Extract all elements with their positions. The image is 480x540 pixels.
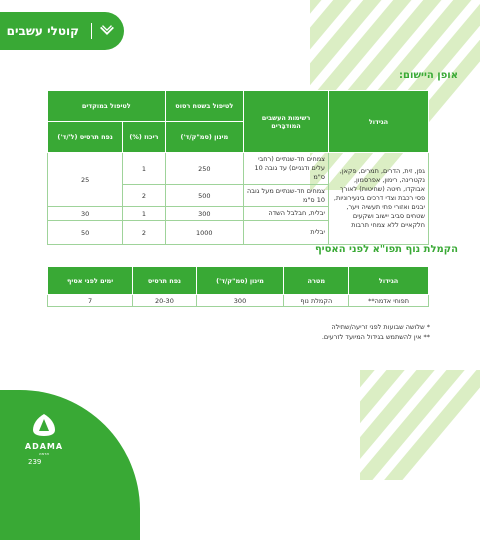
logo-name: ADAMA	[24, 442, 64, 451]
application-table	[47, 90, 429, 245]
footnote: ** אין להשתמש בגידול המיועד לזרעים.	[321, 333, 430, 341]
table2-header: נפח תרסיס	[133, 267, 196, 295]
header-bar	[0, 12, 124, 50]
table-cell: 20-30	[133, 295, 196, 307]
table-cell: צמחים חד-שנתיים מעל גובה 10 ס"מ	[244, 185, 329, 207]
header-separator	[91, 23, 92, 39]
table-cell: 7	[48, 295, 133, 307]
section-title-desiccation: הקמלת נוף תפו"א לפני האסיף	[314, 244, 458, 255]
col-dose: מינון (סמ"ק/ד')	[165, 122, 243, 153]
table-cell: 500	[165, 185, 243, 207]
table2-header: מטרה	[284, 267, 349, 295]
table-cell: יבלית	[244, 221, 329, 245]
col-concentration: ריכוז (%)	[123, 122, 165, 153]
table-cell: 1000	[165, 221, 243, 245]
adama-logo	[22, 412, 66, 456]
table-cell: 1	[123, 153, 165, 185]
table-cell: 2	[123, 221, 165, 245]
green-corner-decoration	[0, 390, 140, 540]
table2-header: הגידול	[349, 267, 429, 295]
table-cell: הקמלת נוף	[284, 295, 349, 307]
table-cell: 50	[48, 221, 123, 245]
table-cell: תפוחי אדמה**	[349, 295, 429, 307]
table-cell: 2	[123, 185, 165, 207]
crop-description: גפן, זית, הדרים, תמרים, פקאן, נקטרינה, רימון, אפרסמון, אבוקדו, חיטה (שחיטות) לאורך פסי רכבת וצדי דרכים בינעירוניות, יבנים ואזורי פתי תעשיה ויער, שטחים סביב יישוב ושקעים חלקאיים ללא צמחי תרבות	[329, 153, 429, 245]
header-title: קוטלי עשבים	[6, 24, 79, 38]
col-spray-volume: נפח תרסיס (ל'/ד')	[48, 122, 123, 153]
logo-tagline: אדמה	[38, 451, 50, 456]
table-cell: 30	[48, 207, 123, 221]
table2-header: מינון (סמ"ק/ד')	[196, 267, 284, 295]
col-weeds: רשימות העשבים המודבָּרים	[244, 91, 329, 153]
table-cell: 25	[48, 153, 123, 207]
col-spray-group: לטיפול בשטח רסוס	[165, 91, 243, 122]
col-spot-group: לטיפול במוקדים	[48, 91, 166, 122]
chevron-logo-icon	[98, 22, 116, 40]
section-title-application: אופן היישום:	[399, 70, 458, 81]
table-cell: 250	[165, 153, 243, 185]
table-cell: יבלית, חבלבל השדה	[244, 207, 329, 221]
col-crop: הגידול	[329, 91, 429, 153]
adama-logo-icon	[31, 412, 57, 438]
footnotes	[322, 322, 430, 342]
page-number: 239	[28, 458, 42, 466]
table-cell: 1	[123, 207, 165, 221]
decorative-stripes-bottom	[360, 370, 480, 480]
table2-header: ימים לפני אסיף	[48, 267, 133, 295]
table-cell: צמחים חד-שנתיים (רחבי עלים ודגניים) עד גובה 10 ס"מ	[244, 153, 329, 185]
table-cell: 300	[165, 207, 243, 221]
footnote: * שלושה שבועות לפני זריעה/שתילה	[331, 323, 430, 331]
desiccation-table	[47, 266, 429, 307]
table-cell: 300	[196, 295, 284, 307]
